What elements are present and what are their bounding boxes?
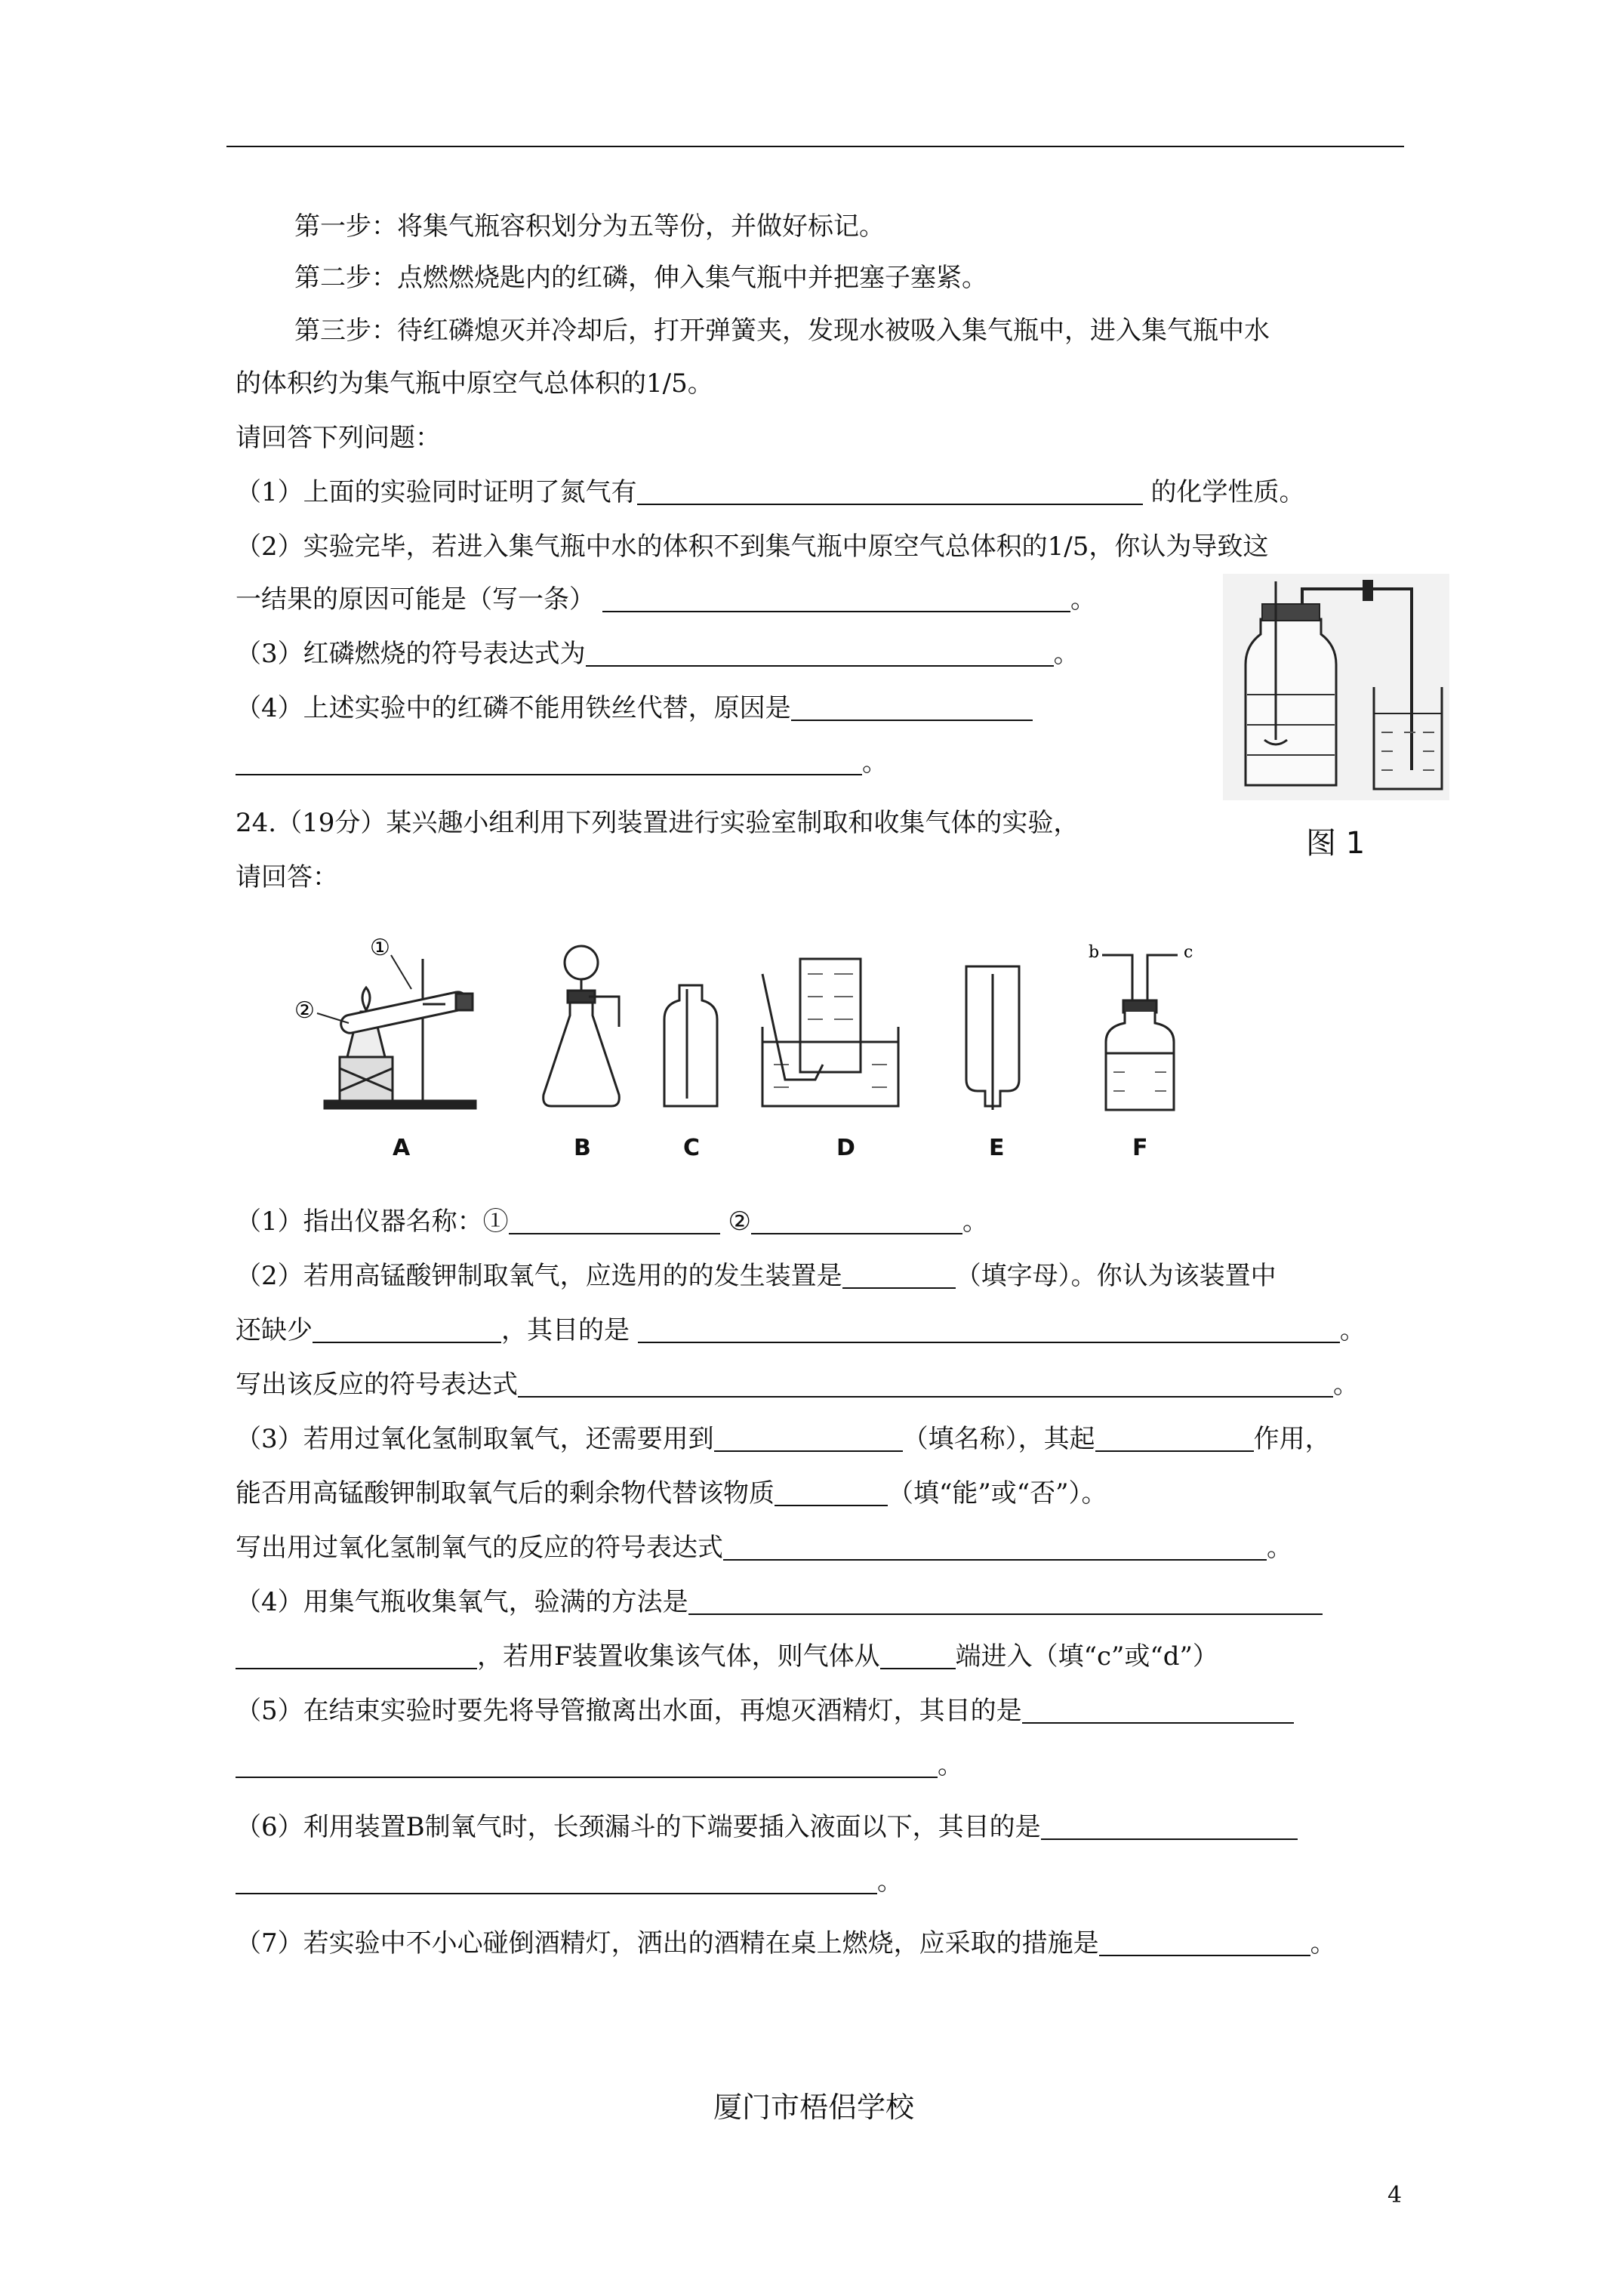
step-3-cont: 的体积约为集气瓶中原空气总体积的1/5。 (236, 368, 713, 399)
label-c: C (683, 1135, 701, 1161)
answer-blank[interactable] (775, 1479, 888, 1506)
apparatus-c (664, 985, 717, 1106)
answer-blank[interactable] (236, 1867, 877, 1894)
q24-s4: （4）用集气瓶收集氧气，验满的方法是 (236, 1587, 1323, 1617)
answer-blank[interactable] (518, 1370, 1333, 1398)
label-d: D (836, 1135, 855, 1161)
answer-blank[interactable] (842, 1262, 956, 1289)
answer-blank[interactable] (637, 478, 1143, 505)
label-e: E (989, 1135, 1005, 1161)
answer-blank[interactable] (236, 1751, 938, 1778)
q24-intro-cont: 请回答： (236, 862, 338, 892)
q24-s7: （7）若实验中不小心碰倒酒精灯，洒出的酒精在桌上燃烧，应采取的措施是 。 (236, 1928, 1336, 1959)
answer-blank[interactable] (880, 1642, 956, 1669)
apparatus-e (966, 966, 1019, 1110)
q23-2-cont: 一结果的原因可能是（写一条） 。 (236, 584, 1096, 615)
q24-s1: （1）指出仪器名称：① ② 。 (236, 1207, 988, 1237)
q23-2: （2）实验完毕，若进入集气瓶中水的体积不到集气瓶中原空气总体积的1/5，你认为导致这 (236, 532, 1269, 562)
q24-s4-cont: ，若用F装置收集该气体，则气体从 端进入（填“c”或“d”） (236, 1641, 1218, 1672)
answer-blank[interactable] (723, 1533, 1267, 1561)
q24-s6: （6）利用装置B制氧气时，长颈漏斗的下端要插入液面以下，其目的是 (236, 1812, 1298, 1842)
answer-blank[interactable] (236, 1642, 477, 1669)
page-number: 4 (1387, 2182, 1403, 2208)
answer-blank[interactable] (236, 748, 862, 775)
answer-blank[interactable] (1041, 1813, 1298, 1840)
marker-2: ② (294, 997, 315, 1024)
answer-blank[interactable] (602, 585, 1070, 612)
q24-s3: （3）若用过氧化氢制取氧气，还需要用到 （填名称），其起 作用， (236, 1424, 1331, 1454)
label-b: B (574, 1135, 591, 1161)
step-3: 第三步：待红磷熄灭并冷却后，打开弹簧夹，发现水被吸入集气瓶中，进入集气瓶中水 (294, 316, 1270, 346)
answer-blank[interactable] (791, 694, 1033, 721)
apparatus-f (1102, 955, 1178, 1110)
q24-intro: 24.（19分）某兴趣小组利用下列装置进行实验室制取和收集气体的实验， (236, 808, 1079, 838)
answer-blank[interactable] (1022, 1697, 1294, 1724)
apparatus-b (544, 946, 620, 1106)
answer-blank[interactable] (1095, 1425, 1254, 1452)
answer-blank[interactable] (586, 639, 1054, 667)
header-rule (226, 146, 1404, 147)
q24-s2-eq: 写出该反应的符号表达式 。 (236, 1370, 1359, 1400)
q24-s5: （5）在结束实验时要先将导管撤离出水面，再熄灭酒精灯，其目的是 (236, 1696, 1294, 1726)
figure-1-apparatus (1223, 574, 1449, 800)
q24-s5-cont: 。 (236, 1750, 963, 1780)
footer-school: 厦门市梧侣学校 (713, 2091, 915, 2124)
answer-blank[interactable] (688, 1588, 1323, 1615)
q24-s3-eq: 写出用过氧化氢制氧气的反应的符号表达式 。 (236, 1533, 1292, 1563)
prompt: 请回答下列问题： (236, 423, 441, 453)
step-2: 第二步：点燃燃烧匙内的红磷，伸入集气瓶中并把塞子塞紧。 (294, 263, 987, 293)
apparatus-a (325, 959, 476, 1108)
step-1: 第一步：将集气瓶容积划分为五等份，并做好标记。 (294, 211, 885, 242)
answer-blank[interactable] (1099, 1929, 1310, 1956)
q23-4: （4）上述实验中的红磷不能用铁丝代替，原因是 (236, 693, 1033, 723)
answer-blank[interactable] (751, 1207, 962, 1234)
answer-blank[interactable] (509, 1207, 720, 1234)
label-a: A (393, 1135, 411, 1161)
marker-1: ① (370, 935, 390, 961)
answer-blank[interactable] (714, 1425, 903, 1452)
q24-s2-cont: 还缺少 ，其目的是 。 (236, 1315, 1366, 1345)
q23-3: （3）红磷燃烧的符号表达式为 。 (236, 639, 1079, 669)
port-b: b (1089, 943, 1100, 962)
label-f: F (1132, 1135, 1148, 1161)
q23-4-cont: 。 (236, 747, 888, 778)
port-c: c (1184, 943, 1193, 962)
q24-s6-cont: 。 (236, 1866, 903, 1897)
apparatus-d (762, 959, 898, 1106)
figure-1-caption: 图 1 (1306, 826, 1366, 861)
q24-s3-cont: 能否用高锰酸钾制取氧气后的剩余物代替该物质 （填“能”或“否”）。 (236, 1478, 1107, 1509)
q24-s2: （2）若用高锰酸钾制取氧气，应选用的的发生装置是 （填字母）。你认为该装置中 (236, 1261, 1277, 1291)
answer-blank[interactable] (313, 1316, 501, 1343)
answer-blank[interactable] (638, 1316, 1340, 1343)
q23-1: （1）上面的实验同时证明了氮气有 的化学性质。 (236, 477, 1305, 507)
apparatus-figure (294, 929, 1230, 1170)
